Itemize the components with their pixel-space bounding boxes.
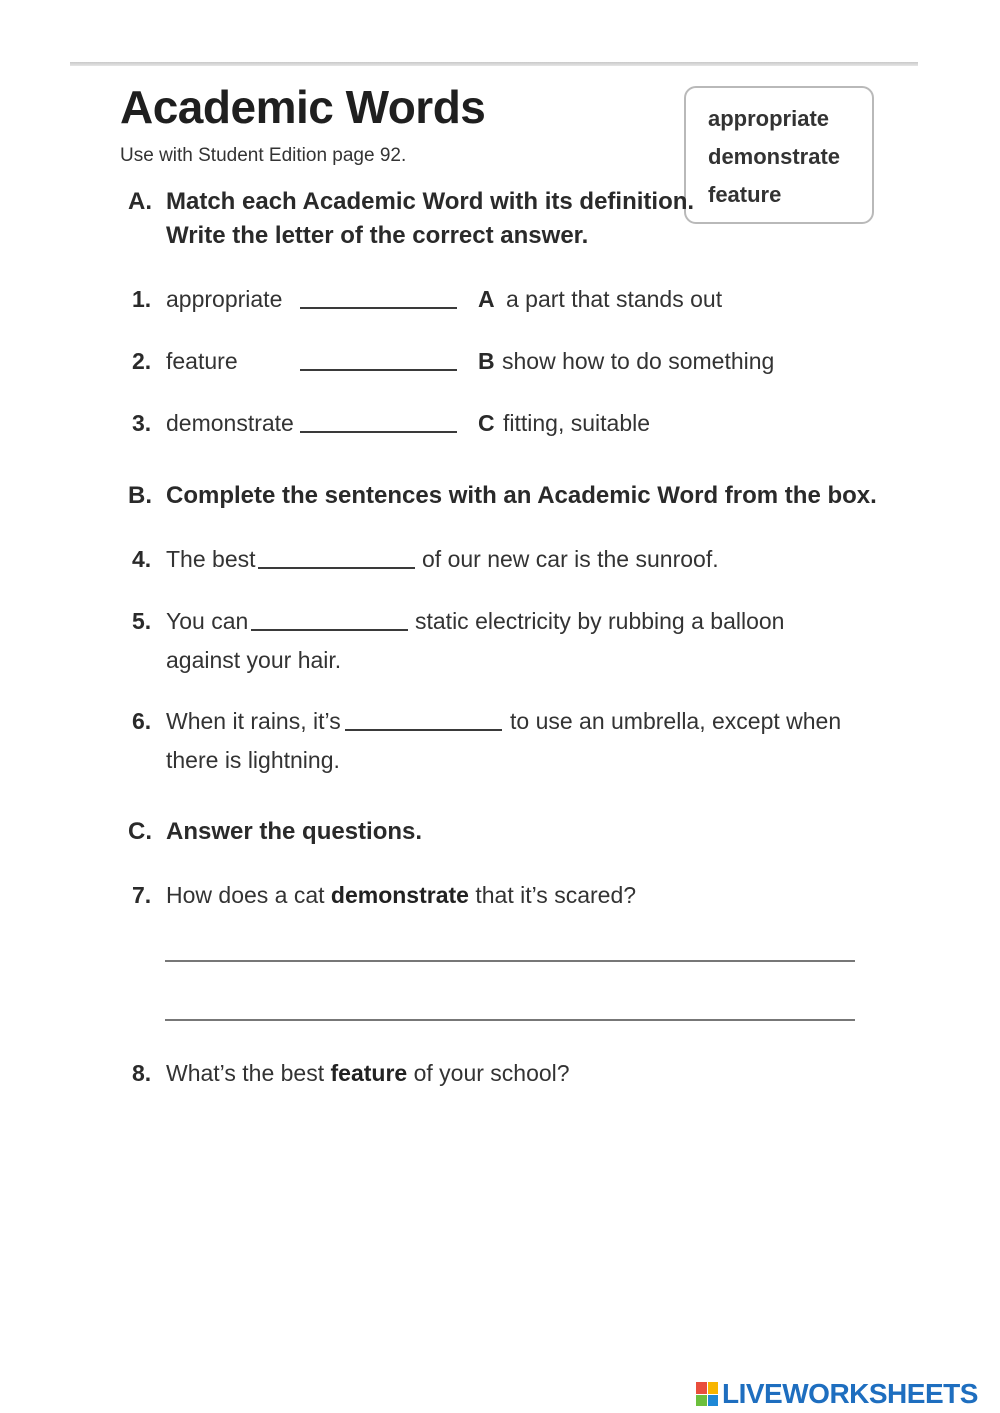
item-number: 1. (132, 286, 152, 312)
match-word: demonstrate (166, 410, 294, 436)
section-c-heading (128, 818, 422, 846)
section-b-heading (128, 482, 877, 510)
definition-letter: C (478, 410, 495, 436)
definition-text: fitting, suitable (503, 410, 651, 436)
logo-icon (696, 1382, 718, 1406)
liveworksheets-logo (696, 1378, 978, 1410)
sentence-end: to use an umbrella, except when (510, 708, 842, 734)
sentence-start: You can (166, 608, 249, 634)
sentence-start: When it rains, it’s (166, 708, 341, 734)
question-keyword: demonstrate (330, 882, 469, 908)
section-letter: B. (128, 482, 152, 509)
logo-text: LIVEWORKSHEETS (722, 1378, 978, 1409)
definition-letter: B (478, 348, 495, 374)
item-number: 5. (132, 608, 152, 634)
match-word: feature (166, 348, 238, 374)
word-box-item: demonstrate (708, 144, 841, 169)
sentence-continuation: there is lightning. (166, 747, 340, 773)
answer-blank[interactable] (258, 567, 415, 569)
item-number: 6. (132, 708, 152, 734)
item-number: 2. (132, 348, 152, 374)
section-a-line1: Match each Academic Word with its definition. (166, 188, 695, 215)
section-a-heading (128, 188, 694, 250)
section-b-line1: Complete the sentences with an Academic Word from the box. (166, 482, 877, 509)
top-divider (70, 62, 918, 66)
definition-text: a part that stands out (506, 286, 723, 312)
definition-letter: A (478, 286, 495, 312)
answer-blank[interactable] (345, 729, 502, 731)
section-c-line1: Answer the questions. (166, 818, 423, 845)
sentence-end: static electricity by rubbing a balloon (415, 608, 785, 634)
answer-blank[interactable] (300, 431, 457, 433)
sentence-continuation: against your hair. (166, 647, 342, 673)
sentence-end: of our new car is the sunroof. (422, 546, 719, 572)
logo-square (696, 1382, 707, 1394)
item-number: 7. (132, 882, 152, 908)
section-letter: A. (128, 188, 152, 215)
answer-blank[interactable] (251, 629, 408, 631)
item-number: 3. (132, 410, 152, 436)
word-box-item: appropriate (708, 106, 830, 131)
definition-text: show how to do something (502, 348, 775, 374)
logo-square (696, 1395, 707, 1407)
answer-line[interactable] (165, 1019, 855, 1021)
word-box (684, 86, 874, 224)
match-word: appropriate (166, 286, 283, 312)
item-number: 8. (132, 1060, 152, 1086)
logo-square (708, 1395, 719, 1407)
answer-blank[interactable] (300, 369, 457, 371)
word-box-item: feature (708, 182, 782, 207)
answer-line[interactable] (165, 960, 855, 962)
page-subtitle: Use with Student Edition page 92. (120, 145, 407, 166)
section-a-line2: Write the letter of the correct answer. (166, 222, 589, 249)
answer-blank[interactable] (300, 307, 457, 309)
item-number: 4. (132, 546, 152, 572)
question-text: What’s the best feature of your school? (166, 1060, 570, 1086)
question-keyword: feature (330, 1060, 408, 1086)
section-letter: C. (128, 818, 152, 845)
question-text: How does a cat demonstrate that it’s scared? (166, 882, 637, 908)
logo-square (708, 1382, 719, 1394)
page-title: Academic Words (120, 81, 486, 133)
sentence-start: The best (166, 546, 256, 572)
